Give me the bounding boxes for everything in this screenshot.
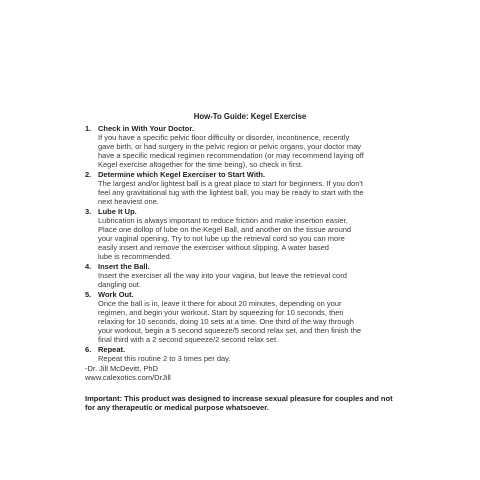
step-body [98, 271, 415, 289]
step-heading-text: Determine which Kegel Exerciser to Start With. [98, 170, 266, 179]
step-heading-text: Work Out. [98, 290, 134, 299]
step-body-line: final third with a 2 second squeeze/2 second relax set. [98, 335, 279, 344]
important-notice [85, 394, 415, 412]
step-item [85, 262, 415, 289]
step-heading-text: Check in With Your Doctor. [98, 124, 194, 133]
step-number: 3. [85, 207, 92, 216]
step-body [98, 133, 415, 169]
steps-list [85, 124, 415, 363]
step-heading-text: Repeat. [98, 345, 126, 354]
step-item [85, 124, 415, 169]
step-body-line: regimen, and begin your workout. Start by squeezing for 10 seconds, then [98, 308, 344, 317]
step-body-line: lube is recommended. [98, 252, 172, 261]
step-body-line: your workout, begin a 5 second squeeze/5 second relax set, and then finish the [98, 326, 362, 335]
step-heading [85, 207, 415, 216]
step-number: 4. [85, 262, 92, 271]
step-number: 6. [85, 345, 92, 354]
step-body-line: gave birth, or had surgery in the pelvic region or pelvic organs, your doctor may [98, 142, 362, 151]
step-body [98, 216, 415, 261]
important-line: Important: This product was designed to increase sexual pleasure for couples and not [85, 394, 393, 403]
author-signature: -Dr. Jill McDevitt, PhD [85, 364, 158, 373]
step-heading-text: Insert the Ball. [98, 262, 150, 271]
step-body-line: have a specific medical regimen recommendation (or may recommend laying off [98, 151, 364, 160]
step-heading [85, 345, 415, 354]
author-url: www.calexotics.com/DrJill [85, 373, 171, 382]
step-number: 1. [85, 124, 92, 133]
important-line: for any therapeutic or medical purpose whatsoever. [85, 403, 269, 412]
step-heading-text: Lube It Up. [98, 207, 137, 216]
step-item [85, 170, 415, 206]
step-number: 2. [85, 170, 92, 179]
step-body-line: feel any gravitational tug with the lightest ball, you may be ready to start with the [98, 188, 364, 197]
step-body [98, 354, 415, 363]
step-body-line: Kegel exercise altogether for the time being), so check in first. [98, 160, 304, 169]
step-item [85, 207, 415, 261]
step-body-line: Insert the exerciser all the way into your vagina, but leave the retrieval cord [98, 271, 347, 280]
guide-title: How-To Guide: Kegel Exercise [193, 112, 307, 121]
step-heading [85, 124, 415, 133]
step-body-line: The largest and/or lightest ball is a great place to start for beginners. If you don't [98, 179, 363, 188]
step-body-line: dangling out. [98, 280, 141, 289]
step-body-line: relaxing for 10 seconds, doing 10 sets at a time. One third of the way through [98, 317, 354, 326]
step-heading [85, 170, 415, 179]
step-item [85, 290, 415, 344]
step-heading [85, 262, 415, 271]
step-body-line: If you have a specific pelvic floor difficulty or disorder, incontinence, recently [98, 133, 350, 142]
step-item [85, 345, 415, 363]
step-number: 5. [85, 290, 92, 299]
step-body [98, 299, 415, 344]
step-body-line: easily insert and remove the exerciser without slipping. A water based [98, 243, 329, 252]
step-body-line: Lubrication is always important to reduce friction and make insertion easier. [98, 216, 348, 225]
step-heading [85, 290, 415, 299]
step-body-line: your vaginal opening. Try to not lube up the retrieval cord so you can more [98, 234, 345, 243]
step-body-line: next heaviest one. [98, 197, 159, 206]
step-body-line: Place one dollop of lube on the Kegel Ball, and another on the tissue around [98, 225, 352, 234]
step-body-line: Repeat this routine 2 to 3 times per day. [98, 354, 231, 363]
step-body-line: Once the ball is in, leave it there for about 20 minutes, depending on your [98, 299, 342, 308]
kegel-guide-document [85, 112, 415, 412]
step-body [98, 179, 415, 206]
